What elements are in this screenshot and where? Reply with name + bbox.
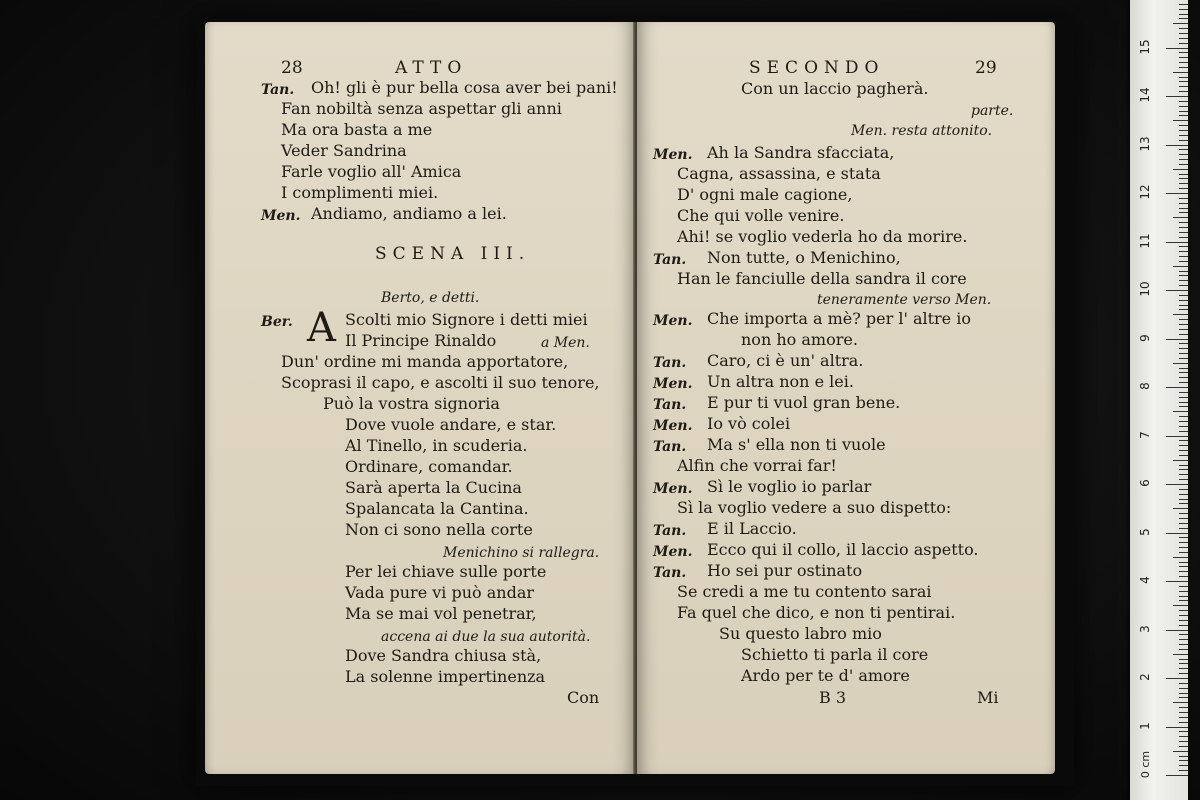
verse-line: Fa quel che dico, e non ti pentirai. <box>677 603 956 622</box>
ruler-tick <box>1179 620 1188 621</box>
ruler-tick <box>1179 38 1188 39</box>
ruler-tick <box>1179 353 1188 354</box>
verse-line: Alfin che vorrai far! <box>677 456 837 475</box>
verse-line: non ho amore. <box>741 330 858 349</box>
verse-line: Ah la Sandra sfacciata, <box>707 143 895 162</box>
ruler-tick <box>1179 659 1188 660</box>
ruler-tick <box>1166 727 1188 728</box>
ruler-tick <box>1179 372 1188 373</box>
ruler-tick <box>1179 67 1188 68</box>
ruler-tick <box>1179 562 1188 563</box>
ruler-tick <box>1179 644 1188 645</box>
scene-title: SCENA III. <box>375 244 531 264</box>
verse-line: Se credi a me tu contento sarai <box>677 582 932 601</box>
ruler-number: 3 <box>1138 624 1152 633</box>
ruler-tick <box>1173 217 1188 218</box>
ruler-tick <box>1179 280 1188 281</box>
speaker-label: Tan. <box>653 355 687 371</box>
ruler-tick <box>1179 18 1188 19</box>
ruler-tick <box>1179 324 1188 325</box>
ruler-number: 9 <box>1138 333 1152 342</box>
ruler-tick <box>1179 634 1188 635</box>
ruler-number: 7 <box>1138 430 1152 439</box>
ruler-tick <box>1179 673 1188 674</box>
verse-line: Non ci sono nella corte <box>345 520 533 539</box>
ruler-tick <box>1173 120 1188 121</box>
ruler-tick <box>1179 43 1188 44</box>
speaker-label: Tan. <box>261 82 295 98</box>
ruler-tick <box>1179 237 1188 238</box>
ruler-tick <box>1179 707 1188 708</box>
ruler-tick <box>1179 499 1188 500</box>
ruler-tick <box>1173 169 1188 170</box>
ruler-tick <box>1179 28 1188 29</box>
ruler-tick <box>1179 149 1188 150</box>
ruler-tick <box>1173 605 1188 606</box>
ruler-tick <box>1166 678 1188 679</box>
verse-line: Sì le voglio io parlar <box>707 477 872 496</box>
verse-line: Ho sei pur ostinato <box>707 561 863 580</box>
ruler-tick <box>1166 436 1188 437</box>
verse-line: Ma ora basta a me <box>281 120 433 139</box>
speaker-label: Ber. <box>261 314 293 330</box>
ruler-tick <box>1179 368 1188 369</box>
ruler-tick <box>1179 566 1188 567</box>
speaker-label: Men. <box>653 376 693 392</box>
ruler-tick <box>1179 610 1188 611</box>
ruler-tick <box>1179 600 1188 601</box>
verse-line: Spalancata la Cantina. <box>345 499 529 518</box>
verse-line: Ma s' ella non ti vuole <box>707 435 886 454</box>
ruler-tick <box>1179 683 1188 684</box>
ruler-tick <box>1173 508 1188 509</box>
ruler-tick <box>1179 86 1188 87</box>
ruler-tick <box>1179 174 1188 175</box>
verse-line: Che importa a mè? per l' altre io <box>707 309 971 328</box>
ruler-tick <box>1179 81 1188 82</box>
drop-cap: A <box>307 305 336 351</box>
verse-line: Vada pure vi può andar <box>345 583 535 602</box>
ruler-tick <box>1173 751 1188 752</box>
ruler-tick <box>1173 557 1188 558</box>
ruler-tick <box>1179 479 1188 480</box>
ruler-tick <box>1179 693 1188 694</box>
ruler-tick <box>1179 246 1188 247</box>
ruler-tick <box>1179 305 1188 306</box>
ruler-tick <box>1179 717 1188 718</box>
ruler-number: 6 <box>1138 479 1152 487</box>
catchword-right: Mi <box>977 688 999 707</box>
ruler-tick <box>1179 140 1188 141</box>
stage-direction: Men. resta attonito. <box>851 123 992 139</box>
speaker-label: Tan. <box>653 397 687 413</box>
verse-line: Veder Sandrina <box>281 141 407 160</box>
ruler-tick <box>1179 402 1188 403</box>
ruler-tick <box>1166 775 1188 776</box>
verse-line: E pur ti vuol gran bene. <box>707 393 901 412</box>
ruler-tick <box>1179 348 1188 349</box>
ruler-tick <box>1179 329 1188 330</box>
ruler-tick <box>1179 625 1188 626</box>
verse-line: Ahi! se voglio vederla ho da morire. <box>677 227 968 246</box>
speaker-label: Men. <box>653 481 693 497</box>
ruler-tick <box>1179 256 1188 257</box>
speaker-label: Tan. <box>653 252 687 268</box>
ruler-tick <box>1179 319 1188 320</box>
verse-line: Han le fanciulle della sandra il core <box>677 269 967 288</box>
ruler-tick <box>1179 416 1188 417</box>
ruler-tick <box>1179 465 1188 466</box>
ruler-tick <box>1179 756 1188 757</box>
ruler-tick <box>1179 688 1188 689</box>
ruler-number: 11 <box>1138 232 1152 249</box>
open-book <box>205 22 1055 774</box>
ruler-tick <box>1179 106 1188 107</box>
ruler-tick <box>1173 314 1188 315</box>
ruler-tick <box>1179 222 1188 223</box>
ruler-tick <box>1179 406 1188 407</box>
verse-line: Fan nobiltà senza aspettar gli anni <box>281 99 562 118</box>
verse-line: Il Principe Rinaldo <box>345 331 497 350</box>
ruler-tick <box>1173 266 1188 267</box>
ruler-tick <box>1173 411 1188 412</box>
ruler-tick <box>1173 72 1188 73</box>
ruler-tick <box>1179 212 1188 213</box>
ruler-tick <box>1179 731 1188 732</box>
ruler-tick <box>1179 445 1188 446</box>
ruler-tick <box>1166 193 1188 194</box>
speaker-label: Men. <box>653 544 693 560</box>
ruler-tick <box>1166 533 1188 534</box>
ruler-tick <box>1179 135 1188 136</box>
verse-line: Dove vuole andare, e star. <box>345 415 557 434</box>
ruler-tick <box>1179 377 1188 378</box>
verse-line: Oh! gli è pur bella cosa aver bei pani! <box>311 78 618 97</box>
ruler-tick <box>1166 581 1188 582</box>
scene-cast: Berto, e detti. <box>381 290 480 306</box>
ruler-tick <box>1179 765 1188 766</box>
ruler-tick <box>1179 537 1188 538</box>
verse-line: Andiamo, andiamo a lei. <box>311 204 507 223</box>
running-head-right: SECONDO <box>749 58 885 78</box>
verse-line: Sarà aperta la Cucina <box>345 478 522 497</box>
ruler-tick <box>1179 309 1188 310</box>
ruler-number: 8 <box>1138 382 1152 390</box>
ruler-tick <box>1179 101 1188 102</box>
ruler-tick <box>1179 668 1188 669</box>
verse-line: La solenne impertinenza <box>345 667 546 686</box>
ruler-tick <box>1179 33 1188 34</box>
ruler-tick <box>1166 630 1188 631</box>
signature-mark: B 3 <box>819 688 847 707</box>
stage-direction: accena ai due la sua autorità. <box>381 629 591 645</box>
ruler-tick <box>1179 649 1188 650</box>
verse-line: Sì la voglio vedere a suo dispetto: <box>677 498 952 517</box>
ruler-tick <box>1179 164 1188 165</box>
verse-line: Può la vostra signoria <box>323 394 500 413</box>
ruler-tick <box>1179 455 1188 456</box>
ruler-number: 13 <box>1138 135 1152 152</box>
ruler-tick <box>1179 542 1188 543</box>
verse-line: Farle voglio all' Amica <box>281 162 462 181</box>
verse-line: Non tutte, o Menichino, <box>707 248 901 267</box>
ruler-tick <box>1166 339 1188 340</box>
ruler-tick <box>1179 261 1188 262</box>
verse-line: Ecco qui il collo, il laccio aspetto. <box>707 540 979 559</box>
ruler-tick <box>1166 96 1188 97</box>
measurement-ruler <box>1130 0 1188 800</box>
ruler-tick <box>1179 334 1188 335</box>
speaker-label: Tan. <box>653 523 687 539</box>
ruler-tick <box>1179 576 1188 577</box>
ruler-tick <box>1179 4 1188 5</box>
verse-line: Ordinare, comandar. <box>345 457 513 476</box>
ruler-tick <box>1179 615 1188 616</box>
ruler-tick <box>1179 251 1188 252</box>
ruler-tick <box>1179 183 1188 184</box>
ruler-tick <box>1179 382 1188 383</box>
stage-direction: teneramente verso Men. <box>817 292 992 308</box>
ruler-tick <box>1179 232 1188 233</box>
ruler-tick <box>1166 290 1188 291</box>
ruler-tick <box>1179 513 1188 514</box>
ruler-tick <box>1179 178 1188 179</box>
verse-line: Su questo labro mio <box>719 624 882 643</box>
ruler-number: 12 <box>1138 184 1152 200</box>
ruler-tick <box>1179 547 1188 548</box>
ruler-tick <box>1179 426 1188 427</box>
verse-line: E il Laccio. <box>707 519 797 538</box>
ruler-tick <box>1179 770 1188 771</box>
ruler-tick <box>1179 9 1188 10</box>
verse-line: Ardo per te d' amore <box>741 666 910 685</box>
ruler-tick <box>1166 484 1188 485</box>
ruler-tick <box>1179 760 1188 761</box>
verse-line: Che qui volle venire. <box>677 206 845 225</box>
ruler-tick <box>1179 57 1188 58</box>
verse-line: Scolti mio Signore i detti miei <box>345 310 588 329</box>
ruler-tick <box>1179 421 1188 422</box>
ruler-tick <box>1179 392 1188 393</box>
page-number-right: 29 <box>975 58 997 78</box>
ruler-tick <box>1179 14 1188 15</box>
verse-line: Cagna, assassina, e stata <box>677 164 881 183</box>
page-number-left: 28 <box>281 58 303 78</box>
right-page <box>637 22 1055 774</box>
ruler-tick <box>1179 91 1188 92</box>
ruler-tick <box>1179 77 1188 78</box>
ruler-tick <box>1166 48 1188 49</box>
catchword-left: Con <box>567 688 600 707</box>
stage-direction: parte. <box>971 103 1014 119</box>
ruler-tick <box>1179 115 1188 116</box>
ruler-tick <box>1179 503 1188 504</box>
ruler-tick <box>1179 586 1188 587</box>
ruler-tick <box>1179 591 1188 592</box>
left-page <box>205 22 635 774</box>
ruler-tick <box>1166 387 1188 388</box>
ruler-tick <box>1179 203 1188 204</box>
ruler-tick <box>1179 397 1188 398</box>
ruler-tick <box>1179 552 1188 553</box>
ruler-number: 10 <box>1138 281 1152 297</box>
ruler-tick <box>1179 722 1188 723</box>
ruler-number: 2 <box>1138 673 1152 681</box>
verse-line: Caro, ci è un' altra. <box>707 351 864 370</box>
verse-line: I complimenti miei. <box>281 183 439 202</box>
ruler-tick <box>1179 736 1188 737</box>
ruler-tick <box>1179 275 1188 276</box>
ruler-tick <box>1179 518 1188 519</box>
speaker-label: Men. <box>261 208 301 224</box>
ruler-tick <box>1166 242 1188 243</box>
ruler-tick <box>1179 300 1188 301</box>
ruler-tick <box>1179 450 1188 451</box>
ruler-number: 5 <box>1138 527 1152 536</box>
verse-line: Dove Sandra chiusa stà, <box>345 646 542 665</box>
verse-line: Io vò colei <box>707 414 791 433</box>
ruler-tick <box>1173 23 1188 24</box>
verse-line: Un altra non e lei. <box>707 372 854 391</box>
ruler-tick <box>1179 227 1188 228</box>
ruler-tick <box>1179 746 1188 747</box>
ruler-number: 15 <box>1138 38 1152 55</box>
ruler-number: 1 <box>1138 721 1152 730</box>
ruler-tick <box>1173 702 1188 703</box>
ruler-tick <box>1173 363 1188 364</box>
speaker-label: Men. <box>653 147 693 163</box>
ruler-tick <box>1179 62 1188 63</box>
ruler-tick <box>1179 440 1188 441</box>
verse-line: D' ogni male cagione, <box>677 185 853 204</box>
ruler-tick <box>1179 271 1188 272</box>
ruler-tick <box>1179 697 1188 698</box>
ruler-tick <box>1173 654 1188 655</box>
speaker-label: Men. <box>653 418 693 434</box>
ruler-tick <box>1179 188 1188 189</box>
speaker-label: Tan. <box>653 565 687 581</box>
ruler-tick <box>1179 208 1188 209</box>
ruler-tick <box>1179 343 1188 344</box>
ruler-tick <box>1179 663 1188 664</box>
ruler-tick <box>1179 528 1188 529</box>
ruler-tick <box>1179 130 1188 131</box>
verse-line: Ma se mai vol penetrar, <box>345 604 537 623</box>
ruler-tick <box>1179 52 1188 53</box>
ruler-tick <box>1179 571 1188 572</box>
ruler-tick <box>1166 145 1188 146</box>
verse-line: Schietto ti parla il core <box>741 645 929 664</box>
ruler-tick <box>1179 295 1188 296</box>
stage-direction: a Men. <box>541 335 590 351</box>
ruler-tick <box>1179 639 1188 640</box>
ruler-tick <box>1179 469 1188 470</box>
ruler-tick <box>1179 494 1188 495</box>
ruler-tick <box>1179 474 1188 475</box>
ruler-tick <box>1179 111 1188 112</box>
ruler-tick <box>1179 358 1188 359</box>
verse-line: Dun' ordine mi manda apportatore, <box>281 352 569 371</box>
ruler-tick <box>1179 489 1188 490</box>
ruler-tick <box>1179 596 1188 597</box>
verse-line: Con un laccio pagherà. <box>741 79 929 98</box>
ruler-tick <box>1179 523 1188 524</box>
ruler-number: 14 <box>1138 87 1152 103</box>
ruler-tick <box>1179 154 1188 155</box>
verse-line: Scoprasi il capo, e ascolti il suo tenore, <box>281 373 600 392</box>
ruler-tick <box>1179 712 1188 713</box>
ruler-unit-label: 0 cm <box>1139 750 1153 779</box>
verse-line: Al Tinello, in scuderia. <box>345 436 528 455</box>
verse-line: Per lei chiave sulle porte <box>345 562 547 581</box>
ruler-tick <box>1179 285 1188 286</box>
ruler-tick <box>1173 460 1188 461</box>
ruler-number: 4 <box>1138 576 1152 584</box>
ruler-tick <box>1179 198 1188 199</box>
speaker-label: Tan. <box>653 439 687 455</box>
ruler-tick <box>1179 741 1188 742</box>
stage-direction: Menichino si rallegra. <box>443 545 600 561</box>
speaker-label: Men. <box>653 313 693 329</box>
ruler-tick <box>1179 125 1188 126</box>
ruler-tick <box>1179 431 1188 432</box>
running-head-left: ATTO <box>395 58 468 78</box>
ruler-tick <box>1179 159 1188 160</box>
